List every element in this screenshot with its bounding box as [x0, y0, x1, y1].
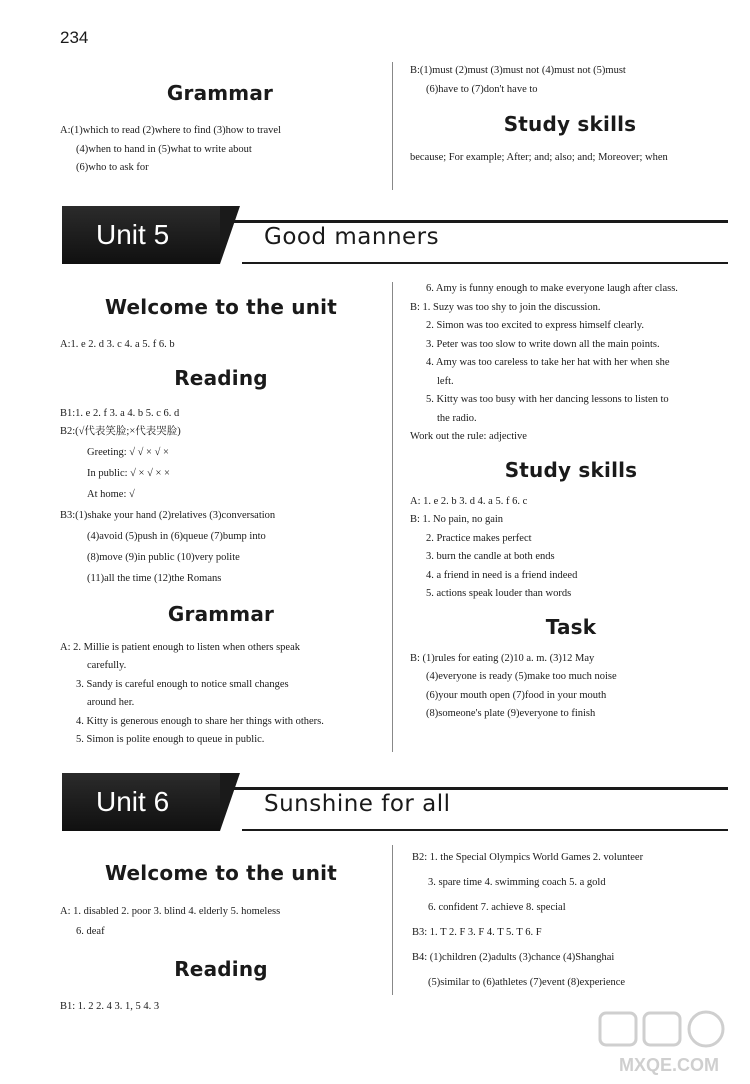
answer-line: B2: 1. the Special Olympics World Games 2. volunteer — [412, 852, 644, 863]
unit-5-title: Good manners — [264, 224, 440, 250]
answer-line: A: 1. disabled 2. poor 3. blind 4. elderly 5. homeless — [60, 906, 281, 917]
study-skills-heading: Study skills — [503, 112, 637, 136]
unit-5-banner — [62, 206, 728, 264]
answer-line: B4: (1)children (2)adults (3)chance (4)Shanghai — [412, 952, 615, 963]
answer-line: B2:(√代表笑脸;×代表哭脸) — [60, 426, 181, 437]
answer-line: B:(1)must (2)must (3)must not (4)must not (5)must — [410, 65, 626, 76]
banner-notch — [220, 773, 240, 831]
answer-line: 3. Sandy is careful enough to notice small changes — [76, 678, 289, 690]
answer-line: left. — [437, 375, 454, 387]
answer-line: (4)when to hand in (5)what to write about — [76, 143, 252, 155]
answer-line: (8)someone's plate (9)everyone to finish — [426, 708, 596, 719]
answer-line: A: 1. e 2. b 3. d 4. a 5. f 6. c — [410, 495, 528, 507]
unit-6-banner — [62, 773, 728, 831]
answer-line: 2. Simon was too excited to express himself clearly. — [426, 320, 645, 331]
answer-line: 6. Amy is funny enough to make everyone laugh after class. — [426, 283, 678, 294]
answer-line: Greeting: √ √ × √ × — [87, 446, 169, 458]
column-divider — [392, 282, 393, 752]
answer-line: 6. confident 7. achieve 8. special — [428, 902, 566, 913]
answer-line: 5. Simon is polite enough to queue in public. — [76, 734, 265, 745]
answer-line: carefully. — [87, 660, 127, 671]
column-divider — [392, 62, 393, 190]
grammar-heading: Grammar — [167, 601, 275, 626]
answer-line: 4. Kitty is generous enough to share her things with others. — [76, 715, 324, 727]
answer-line: 2. Practice makes perfect — [426, 532, 532, 544]
answer-line: 5. Kitty was too busy with her dancing lessons to listen to — [426, 394, 669, 405]
column-divider — [392, 845, 393, 995]
answer-line: B: 1. Suzy was too shy to join the discussion. — [410, 301, 601, 313]
answer-line: Work out the rule: adjective — [410, 431, 527, 442]
answer-line: B: 1. No pain, no gain — [410, 514, 504, 525]
task-heading: Task — [545, 614, 597, 639]
grammar-heading: Grammar — [166, 81, 274, 105]
answer-line: B: (1)rules for eating (2)10 a. m. (3)12 May — [410, 652, 595, 664]
answer-line: B1: 1. 2 2. 4 3. 1, 5 4. 3 — [60, 1001, 160, 1012]
answer-line: 4. a friend in need is a friend indeed — [426, 569, 578, 581]
answer-line: because; For example; After; and; also; and; Moreover; when — [410, 152, 668, 163]
answer-line: A:1. e 2. d 3. c 4. a 5. f 6. b — [60, 339, 175, 350]
banner-rule — [242, 829, 728, 831]
watermark-text: MXQE.COM — [618, 1055, 720, 1075]
answer-line: 6. deaf — [76, 926, 105, 937]
banner-rule — [226, 787, 728, 790]
answer-line: 3. burn the candle at both ends — [426, 551, 555, 562]
answer-line: (6)have to (7)don't have to — [426, 83, 538, 95]
top-right-column — [410, 62, 730, 168]
answer-line: the radio. — [437, 412, 477, 424]
answer-line: (4)avoid (5)push in (6)queue (7)bump into — [87, 530, 266, 542]
answer-line: B3: 1. T 2. F 3. F 4. T 5. T 6. F — [412, 927, 542, 938]
watermark-logo — [594, 1009, 744, 1079]
welcome-heading: Welcome to the unit — [104, 295, 337, 319]
reading-heading: Reading — [174, 957, 268, 981]
reading-heading: Reading — [174, 365, 268, 390]
answer-line: (8)move (9)in public (10)very polite — [87, 551, 240, 563]
answer-line: 3. Peter was too slow to write down all the main points. — [426, 338, 660, 350]
answer-line: 3. spare time 4. swimming coach 5. a gold — [428, 877, 606, 888]
unit-5-left-column — [60, 292, 382, 750]
welcome-heading: Welcome to the unit — [104, 861, 337, 885]
answer-line: around her. — [87, 697, 135, 708]
answer-line: 5. actions speak louder than words — [426, 588, 572, 599]
answer-line: (11)all the time (12)the Romans — [87, 572, 222, 584]
top-left-column — [60, 78, 380, 178]
study-skills-heading: Study skills — [504, 457, 638, 482]
unit-6-label: Unit 6 — [62, 773, 220, 831]
answer-line: (4)everyone is ready (5)make too much noise — [426, 671, 617, 682]
unit-5-right-column — [410, 280, 732, 724]
unit-5-label: Unit 5 — [62, 206, 220, 264]
answer-line: In public: √ × √ × × — [87, 467, 170, 479]
answer-line: (6)who to ask for — [76, 162, 149, 173]
answer-line: (5)similar to (6)athletes (7)event (8)experience — [428, 977, 626, 988]
banner-notch — [220, 206, 240, 264]
watermark-graphic — [594, 1009, 744, 1079]
answer-line: (6)your mouth open (7)food in your mouth — [426, 689, 607, 701]
banner-rule — [242, 262, 728, 264]
answer-line: B3:(1)shake your hand (2)relatives (3)conversation — [60, 509, 276, 521]
answer-line: A: 2. Millie is patient enough to listen when others speak — [60, 641, 301, 653]
page-number: 234 — [60, 28, 89, 47]
answer-line: B1:1. e 2. f 3. a 4. b 5. c 6. d — [60, 407, 180, 419]
unit-6-title: Sunshine for all — [264, 791, 451, 817]
answer-line: At home: √ — [87, 488, 135, 500]
unit-6-left-column — [60, 858, 382, 1017]
unit-6-right-column — [412, 845, 732, 995]
answer-line: A:(1)which to read (2)where to find (3)how to travel — [60, 125, 282, 136]
banner-rule — [226, 220, 728, 223]
answer-line: 4. Amy was too careless to take her hat with her when she — [426, 357, 670, 368]
